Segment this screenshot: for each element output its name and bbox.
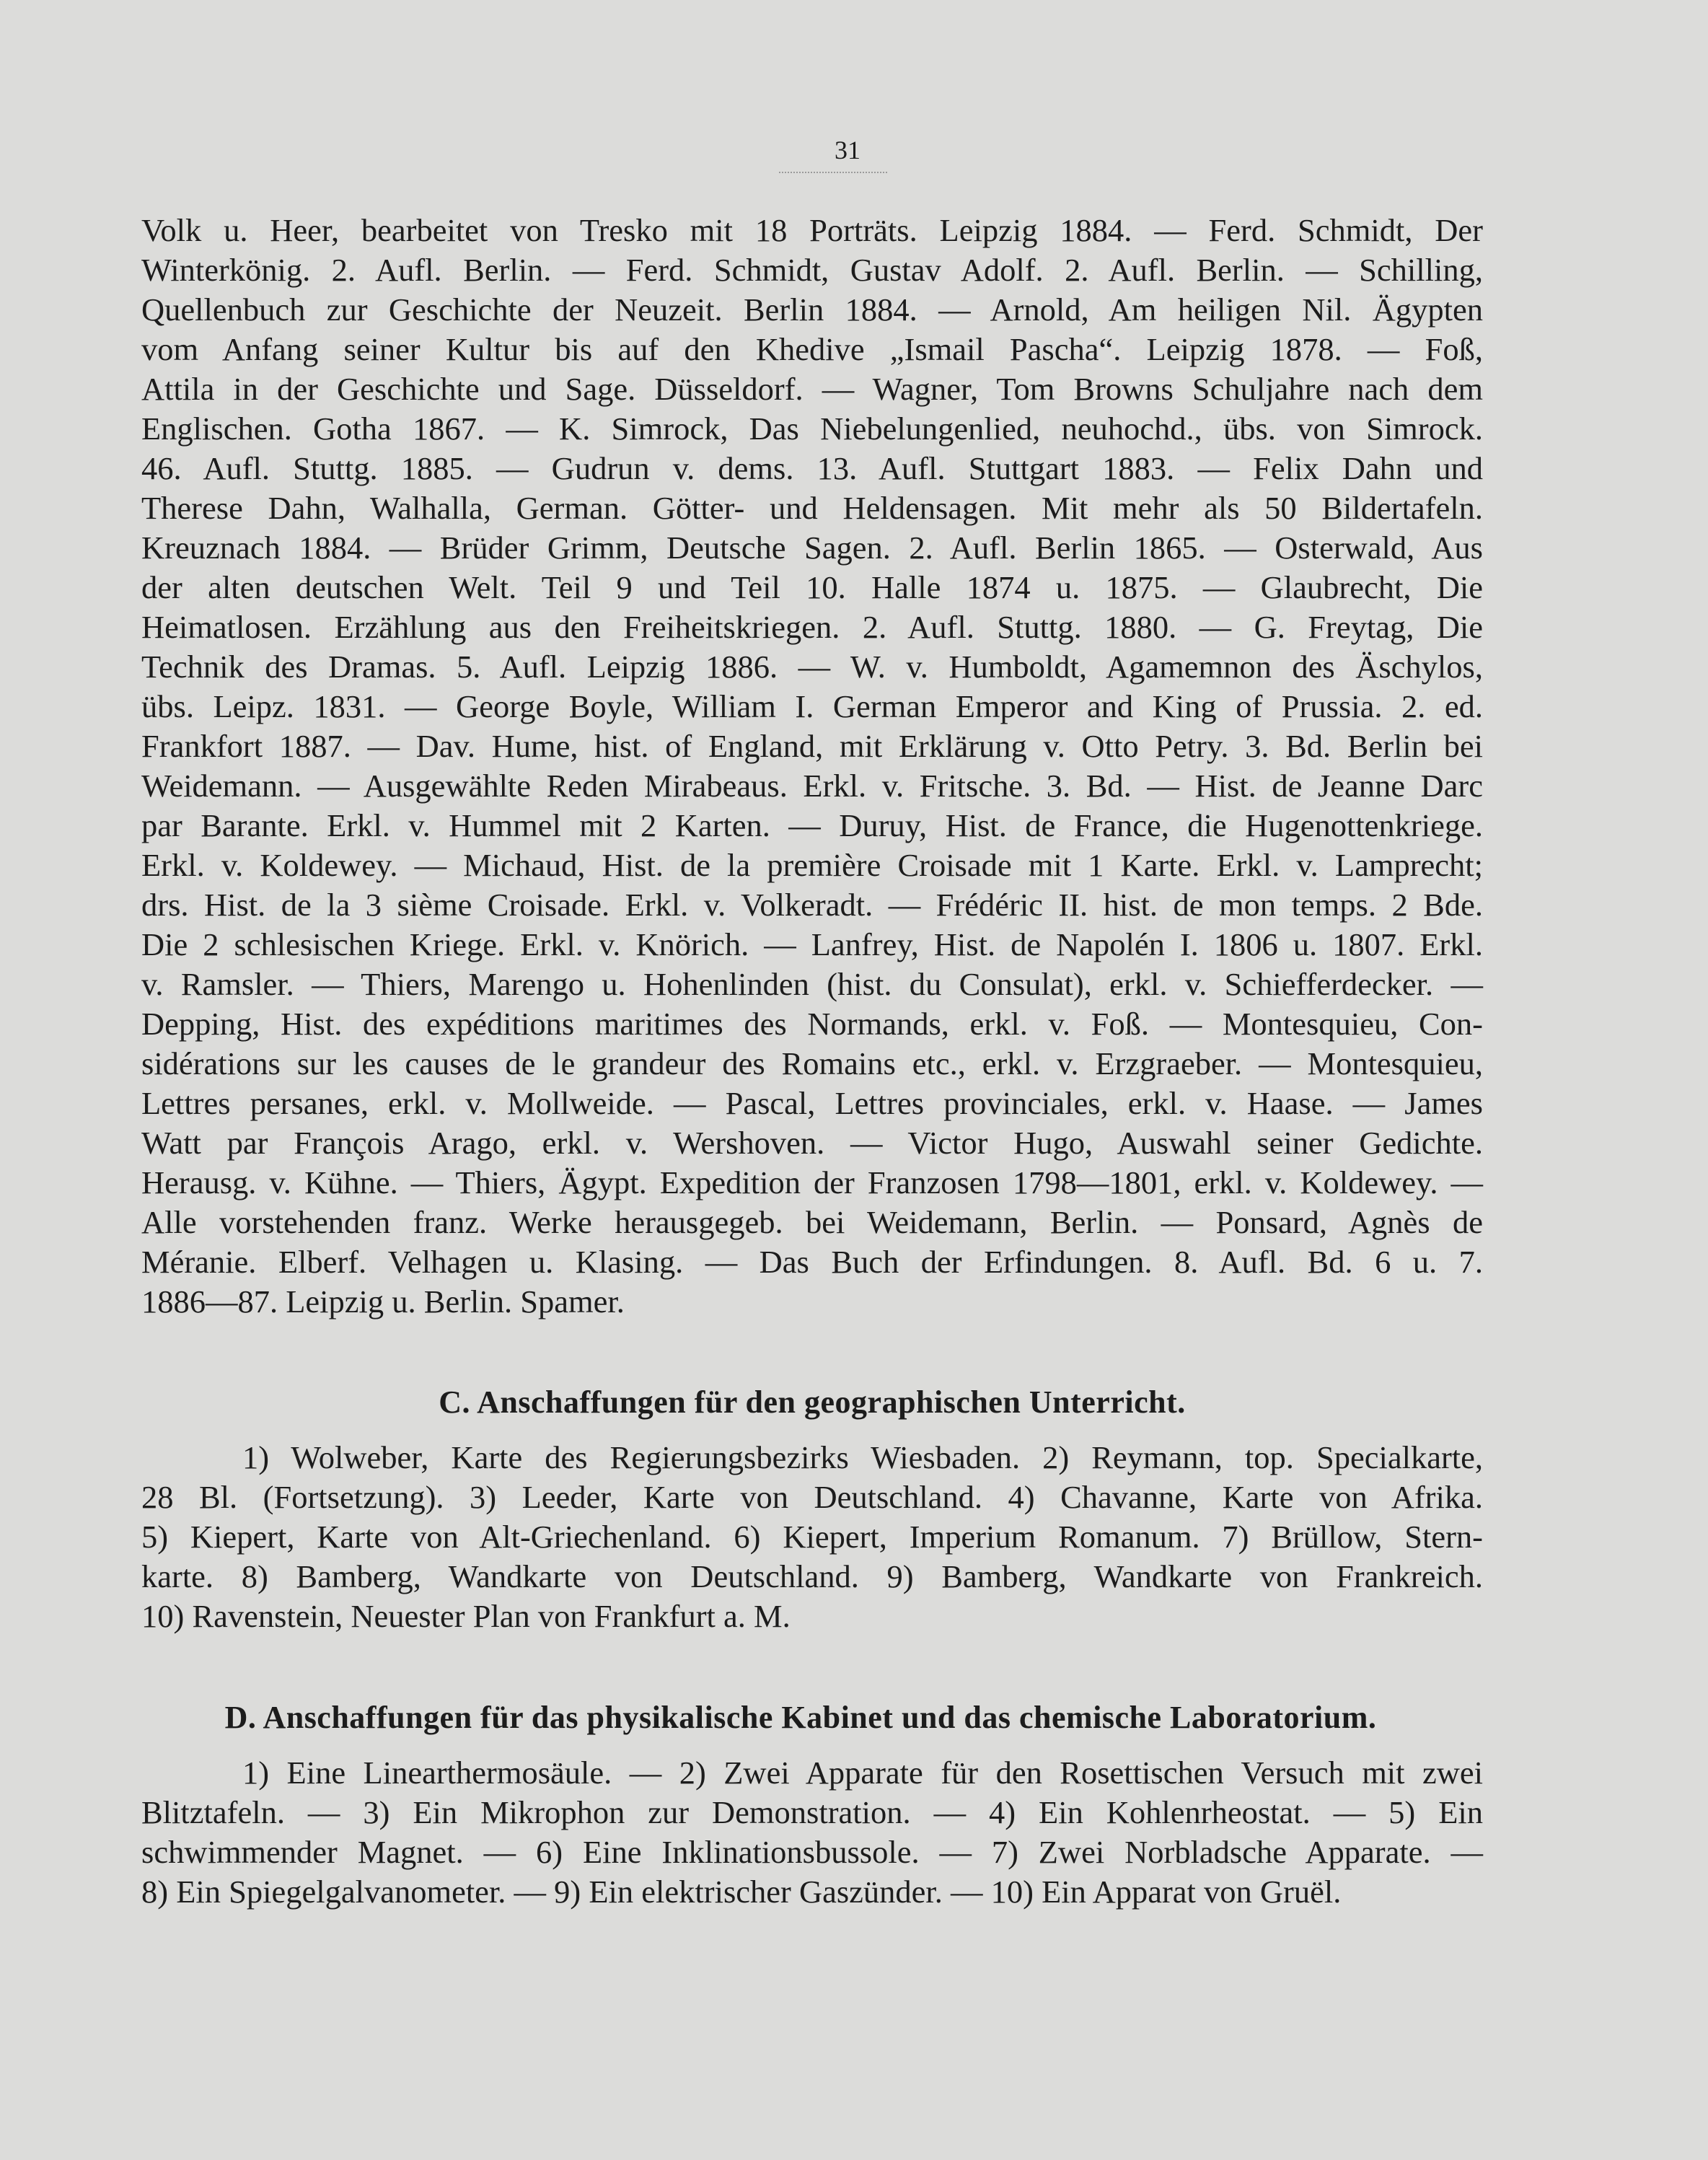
bibliography-line: Heimatlosen. Erzählung aus den Freiheitskriegen. 2. Aufl. Stuttg. 1880. — G. Freytag, Die <box>141 609 1483 645</box>
bibliography-line: Therese Dahn, Walhalla, German. Götter- und Heldensagen. Mit mehr als 50 Bildertafeln. <box>141 490 1483 526</box>
bibliography-line: Weidemann. — Ausgewählte Reden Mirabeaus. Erkl. v. Fritsche. 3. Bd. — Hist. de Jeanne Darc <box>141 768 1483 804</box>
bibliography-line: Frankfort 1887. — Dav. Hume, hist. of England, mit Erklärung v. Otto Petry. 3. Bd. Berlin bei <box>141 728 1483 764</box>
section-c-heading: C. Anschaffungen für den geographischen Unterricht. <box>439 1384 1186 1420</box>
page-number-ornament <box>779 172 887 173</box>
bibliography-line: v. Ramsler. — Thiers, Marengo u. Hohenlinden (hist. du Consulat), erkl. v. Schiefferdecker. — <box>141 966 1483 1002</box>
bibliography-line: par Barante. Erkl. v. Hummel mit 2 Karten. — Duruy, Hist. de France, die Hugenottenkriege. <box>141 807 1483 843</box>
bibliography-line: 46. Aufl. Stuttg. 1885. — Gudrun v. dems. 13. Aufl. Stuttgart 1883. — Felix Dahn und <box>141 450 1483 486</box>
physics-list-line: Blitztafeln. — 3) Ein Mikrophon zur Demonstration. — 4) Ein Kohlenrheostat. — 5) Ein <box>141 1794 1483 1830</box>
bibliography-line: 1886—87. Leipzig u. Berlin. Spamer. <box>141 1283 625 1320</box>
bibliography-line: Watt par François Arago, erkl. v. Wershoven. — Victor Hugo, Auswahl seiner Gedichte. <box>141 1125 1483 1161</box>
physics-list-line: 8) Ein Spiegelgalvanometer. — 9) Ein elektrischer Gaszünder. — 10) Ein Apparat von Gruël. <box>141 1874 1342 1910</box>
page-number: 31 <box>835 136 860 164</box>
geography-list-line: 10) Ravenstein, Neuester Plan von Frankfurt a. M. <box>141 1598 791 1634</box>
bibliography-line: Englischen. Gotha 1867. — K. Simrock, Das Niebelungenlied, neuhochd., übs. von Simrock. <box>141 411 1483 447</box>
physics-list-line: 1) Eine Linearthermosäule. — 2) Zwei Apparate für den Rosettischen Versuch mit zwei <box>242 1755 1483 1791</box>
bibliography-line: Technik des Dramas. 5. Aufl. Leipzig 1886. — W. v. Humboldt, Agamemnon des Äschylos, <box>141 649 1483 685</box>
bibliography-line: vom Anfang seiner Kultur bis auf den Khedive „Ismail Pascha“. Leipzig 1878. — Foß, <box>141 331 1483 367</box>
bibliography-line: sidérations sur les causes de le grandeur des Romains etc., erkl. v. Erzgraeber. — Montesquieu, <box>141 1045 1483 1081</box>
physics-acquisitions-paragraph <box>141 1753 1483 1912</box>
bibliography-line: Winterkönig. 2. Aufl. Berlin. — Ferd. Schmidt, Gustav Adolf. 2. Aufl. Berlin. — Schilling, <box>141 252 1483 288</box>
bibliography-line: Kreuznach 1884. — Brüder Grimm, Deutsche Sagen. 2. Aufl. Berlin 1865. — Osterwald, Aus <box>141 530 1483 566</box>
bibliography-line: Alle vorstehenden franz. Werke herausgegeb. bei Weidemann, Berlin. — Ponsard, Agnès de <box>141 1204 1483 1240</box>
bibliography-line: drs. Hist. de la 3 sième Croisade. Erkl. v. Volkeradt. — Frédéric II. hist. de mon temps. 2 Bde. <box>141 887 1483 923</box>
bibliography-line: Die 2 schlesischen Kriege. Erkl. v. Knörich. — Lanfrey, Hist. de Napolén I. 1806 u. 1807. Erkl. <box>141 926 1483 962</box>
bibliography-line: Méranie. Elberf. Velhagen u. Klasing. — Das Buch der Erfindungen. 8. Aufl. Bd. 6 u. 7. <box>141 1244 1483 1280</box>
bibliography-line: Quellenbuch zur Geschichte der Neuzeit. Berlin 1884. — Arnold, Am heiligen Nil. Ägypten <box>141 291 1483 328</box>
geography-list-line: karte. 8) Bamberg, Wandkarte von Deutschland. 9) Bamberg, Wandkarte von Frankreich. <box>141 1558 1483 1594</box>
bibliography-line: Lettres persanes, erkl. v. Mollweide. — Pascal, Lettres provinciales, erkl. v. Haase. — James <box>141 1085 1483 1121</box>
physics-list-line: schwimmender Magnet. — 6) Eine Inklinationsbussole. — 7) Zwei Norbladsche Apparate. — <box>141 1834 1483 1870</box>
bibliography-line: übs. Leipz. 1831. — George Boyle, William I. German Emperor and King of Prussia. 2. ed. <box>141 688 1483 724</box>
geography-list-line: 1) Wolweber, Karte des Regierungsbezirks Wiesbaden. 2) Reymann, top. Specialkarte, <box>242 1439 1483 1475</box>
bibliography-paragraph <box>141 211 1483 1322</box>
bibliography-line: Volk u. Heer, bearbeitet von Tresko mit 18 Porträts. Leipzig 1884. — Ferd. Schmidt, Der <box>141 212 1483 248</box>
geography-list-line: 5) Kiepert, Karte von Alt-Griechenland. 6) Kiepert, Imperium Romanum. 7) Brüllow, Stern- <box>141 1519 1483 1555</box>
bibliography-line: Herausg. v. Kühne. — Thiers, Ägypt. Expedition der Franzosen 1798—1801, erkl. v. Koldewey. — <box>141 1164 1483 1200</box>
bibliography-line: Depping, Hist. des expéditions maritimes des Normands, erkl. v. Foß. — Montesquieu, Con- <box>141 1006 1483 1042</box>
geography-acquisitions-paragraph <box>141 1438 1483 1636</box>
bibliography-line: der alten deutschen Welt. Teil 9 und Teil 10. Halle 1874 u. 1875. — Glaubrecht, Die <box>141 569 1483 605</box>
section-d-heading: D. Anschaffungen für das physikalische Kabinet und das chemische Laboratorium. <box>224 1700 1377 1735</box>
geography-list-line: 28 Bl. (Fortsetzung). 3) Leeder, Karte von Deutschland. 4) Chavanne, Karte von Afrika. <box>141 1479 1483 1515</box>
bibliography-line: Erkl. v. Koldewey. — Michaud, Hist. de la première Croisade mit 1 Karte. Erkl. v. Lamprecht; <box>141 847 1483 883</box>
bibliography-line: Attila in der Geschichte und Sage. Düsseldorf. — Wagner, Tom Browns Schuljahre nach dem <box>141 371 1483 407</box>
